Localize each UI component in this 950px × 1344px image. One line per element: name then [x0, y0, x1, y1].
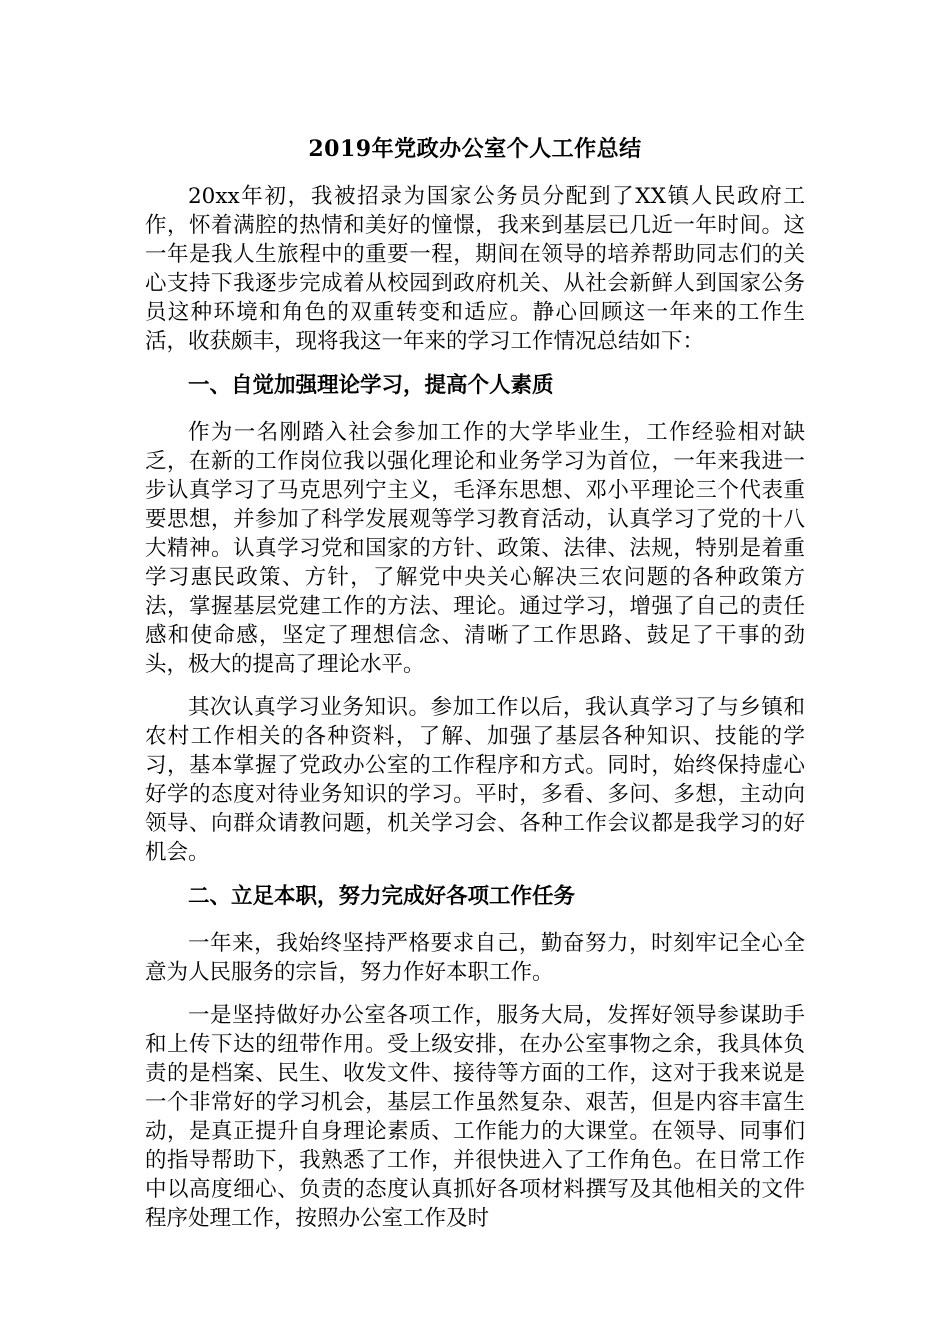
paragraph-business-study: 其次认真学习业务知识。参加工作以后，我认真学习了与乡镇和农村工作相关的各种资料，了解、加强了基层各种知识、技能的学习，基本掌握了党政办公室的工作程序和方式。同时，始终保持虚心好学的态度对待业务知识的学习。平时，多看、多问、多想，主动向领导、向群众请教问题，机关学习会、各种工作会议都是我学习的好机会。 [145, 695, 805, 865]
paragraph-office-work: 一是坚持做好办公室各项工作，服务大局，发挥好领导参谋助手和上传下达的纽带作用。受上级安排，在办公室事物之余，我具体负责的是档案、民生、收发文件、接待等方面的工作，这对于我来说是一个非常好的学习机会，基层工作虽然复杂、艰苦，但是内容丰富生动，是真正提升自身理论素质、工作能力的大课堂。在领导、同事们的指导帮助下，我熟悉了工作，并很快进入了工作角色。在日常工作中以高度细心、负责的态度认真抓好各项材料撰写及其他相关的文件程序处理工作，按照办公室工作及时 [145, 1003, 805, 1231]
section-heading-1: 一、自觉加强理论学习，提高个人素质 [188, 373, 554, 398]
intro-paragraph: 20xx年初，我被招录为国家公务员分配到了XX镇人民政府工作，怀着满腔的热情和美好的憧憬，我来到基层已几近一年时间。这一年是我人生旅程中的重要一程，期间在领导的培养帮助同志们的关心支持下我逐步完成着从校园到政府机关、从社会新鲜人到国家公务员这种环境和角色的双重转变和适应。静心回顾这一年来的工作生活，收获颇丰，现将我这一年来的学习工作情况总结如下： [145, 184, 805, 354]
paragraph-theory-study: 作为一名刚踏入社会参加工作的大学毕业生，工作经验相对缺乏，在新的工作岗位我以强化理论和业务学习为首位，一年来我进一步认真学习了马克思列宁主义，毛泽东思想、邓小平理论三个代表重要思想，并参加了科学发展观等学习教育活动，认真学习了党的十八大精神。认真学习党和国家的方针、政策、法律、法规，特别是着重学习惠民政策、方针，了解党中央关心解决三农问题的各种政策方法，掌握基层党建工作的方法、理论。通过学习，增强了自己的责任感和使命感，坚定了理想信念、清晰了工作思路、鼓足了干事的劲头，极大的提高了理论水平。 [145, 420, 805, 677]
document-page [145, 130, 805, 1247]
section-heading-2: 二、立足本职，努力完成好各项工作任务 [188, 884, 576, 909]
document-title: 2019年党政办公室个人工作总结 [308, 136, 642, 162]
paragraph-strict-requirements: 一年来，我始终坚持严格要求自己，勤奋努力，时刻牢记全心全意为人民服务的宗旨，努力作好本职工作。 [145, 931, 805, 985]
